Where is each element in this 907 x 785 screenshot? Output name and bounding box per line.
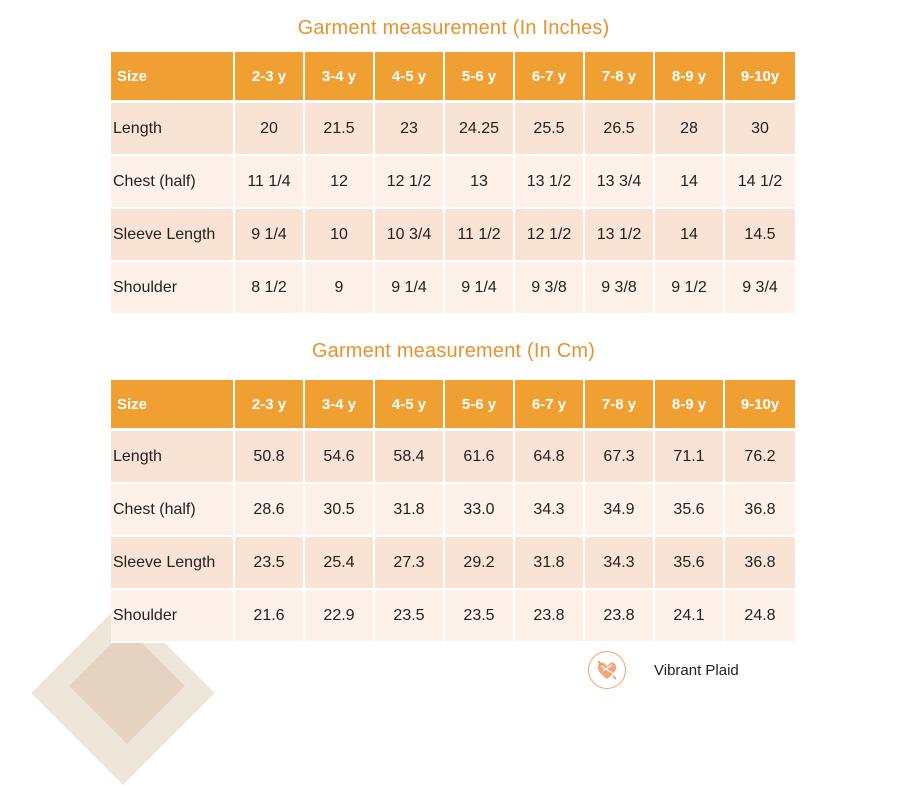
- table-row: [111, 103, 795, 156]
- table-cell: 13 1/2: [585, 209, 655, 262]
- table-cell: 76.2: [725, 431, 795, 484]
- table-cell: 13 1/2: [515, 156, 585, 209]
- row-label: Sleeve Length: [111, 209, 235, 262]
- table-cell: 9: [305, 262, 375, 315]
- table-cell: 13: [445, 156, 515, 209]
- table-cell: 24.1: [655, 590, 725, 643]
- table-cell: 13 3/4: [585, 156, 655, 209]
- table-cell: 29.2: [445, 537, 515, 590]
- row-label: Shoulder: [111, 262, 235, 315]
- header-size-col: 3-4 y: [305, 52, 375, 103]
- table-row: [111, 590, 795, 643]
- inches-table-title: Garment measurement (In Inches): [297, 17, 610, 39]
- row-label: Chest (half): [111, 484, 235, 537]
- row-label: Chest (half): [111, 156, 235, 209]
- row-label: Length: [111, 103, 235, 156]
- table-cell: 58.4: [375, 431, 445, 484]
- header-size: Size: [111, 380, 235, 431]
- brand-name: Vibrant Plaid: [654, 661, 739, 679]
- table-cell: 14 1/2: [725, 156, 795, 209]
- table-cell: 9 3/8: [515, 262, 585, 315]
- table-cell: 22.9: [305, 590, 375, 643]
- table-cell: 30: [725, 103, 795, 156]
- table-cell: 35.6: [655, 537, 725, 590]
- table-cell: 26.5: [585, 103, 655, 156]
- header-size-col: 8-9 y: [655, 52, 725, 103]
- table-row: [111, 431, 795, 484]
- table-row: [111, 156, 795, 209]
- table-cell: 9 1/4: [445, 262, 515, 315]
- inches-size-table: [111, 52, 795, 315]
- table-cell: 30.5: [305, 484, 375, 537]
- table-cell: 11 1/4: [235, 156, 305, 209]
- table-cell: 9 3/8: [585, 262, 655, 315]
- table-cell: 12 1/2: [375, 156, 445, 209]
- header-size-col: 4-5 y: [375, 380, 445, 431]
- header-size-col: 9-10y: [725, 380, 795, 431]
- table-cell: 64.8: [515, 431, 585, 484]
- table-row: [111, 537, 795, 590]
- table-cell: 36.8: [725, 537, 795, 590]
- table-header-row: [111, 52, 795, 103]
- header-size-col: 7-8 y: [585, 380, 655, 431]
- table-cell: 28: [655, 103, 725, 156]
- header-size-col: 8-9 y: [655, 380, 725, 431]
- table-cell: 34.3: [585, 537, 655, 590]
- table-cell: 25.5: [515, 103, 585, 156]
- table-cell: 23.5: [445, 590, 515, 643]
- header-size-col: 9-10y: [725, 52, 795, 103]
- table-cell: 23: [375, 103, 445, 156]
- table-row: [111, 484, 795, 537]
- table-cell: 24.8: [725, 590, 795, 643]
- table-cell: 36.8: [725, 484, 795, 537]
- table-cell: 35.6: [655, 484, 725, 537]
- table-cell: 24.25: [445, 103, 515, 156]
- header-size-col: 6-7 y: [515, 380, 585, 431]
- table-cell: 25.4: [305, 537, 375, 590]
- table-cell: 28.6: [235, 484, 305, 537]
- cm-size-table: [111, 380, 795, 643]
- table-cell: 34.3: [515, 484, 585, 537]
- table-cell: 21.5: [305, 103, 375, 156]
- table-cell: 31.8: [515, 537, 585, 590]
- header-size-col: 2-3 y: [235, 52, 305, 103]
- table-cell: 9 1/4: [375, 262, 445, 315]
- table-cell: 12: [305, 156, 375, 209]
- cm-table-title: Garment measurement (In Cm): [311, 340, 596, 362]
- header-size-col: 5-6 y: [445, 380, 515, 431]
- table-row: [111, 262, 795, 315]
- row-label: Sleeve Length: [111, 537, 235, 590]
- table-cell: 21.6: [235, 590, 305, 643]
- table-header-row: [111, 380, 795, 431]
- table-cell: 23.5: [235, 537, 305, 590]
- table-cell: 23.8: [585, 590, 655, 643]
- table-cell: 11 1/2: [445, 209, 515, 262]
- table-cell: 12 1/2: [515, 209, 585, 262]
- header-size-col: 3-4 y: [305, 380, 375, 431]
- table-cell: 14: [655, 209, 725, 262]
- header-size-col: 6-7 y: [515, 52, 585, 103]
- table-cell: 8 1/2: [235, 262, 305, 315]
- header-size-col: 4-5 y: [375, 52, 445, 103]
- table-cell: 61.6: [445, 431, 515, 484]
- row-label: Shoulder: [111, 590, 235, 643]
- heart-logo-icon: [588, 651, 626, 689]
- table-cell: 10: [305, 209, 375, 262]
- header-size-col: 2-3 y: [235, 380, 305, 431]
- table-cell: 23.8: [515, 590, 585, 643]
- table-cell: 9 3/4: [725, 262, 795, 315]
- table-cell: 20: [235, 103, 305, 156]
- table-cell: 71.1: [655, 431, 725, 484]
- table-cell: 67.3: [585, 431, 655, 484]
- brand-block: [588, 648, 739, 692]
- table-cell: 50.8: [235, 431, 305, 484]
- header-size-col: 5-6 y: [445, 52, 515, 103]
- table-cell: 31.8: [375, 484, 445, 537]
- header-size: Size: [111, 52, 235, 103]
- table-cell: 14.5: [725, 209, 795, 262]
- table-row: [111, 209, 795, 262]
- table-cell: 9 1/4: [235, 209, 305, 262]
- table-cell: 9 1/2: [655, 262, 725, 315]
- table-cell: 54.6: [305, 431, 375, 484]
- table-cell: 27.3: [375, 537, 445, 590]
- table-cell: 23.5: [375, 590, 445, 643]
- header-size-col: 7-8 y: [585, 52, 655, 103]
- table-cell: 34.9: [585, 484, 655, 537]
- table-cell: 33.0: [445, 484, 515, 537]
- table-cell: 14: [655, 156, 725, 209]
- row-label: Length: [111, 431, 235, 484]
- table-cell: 10 3/4: [375, 209, 445, 262]
